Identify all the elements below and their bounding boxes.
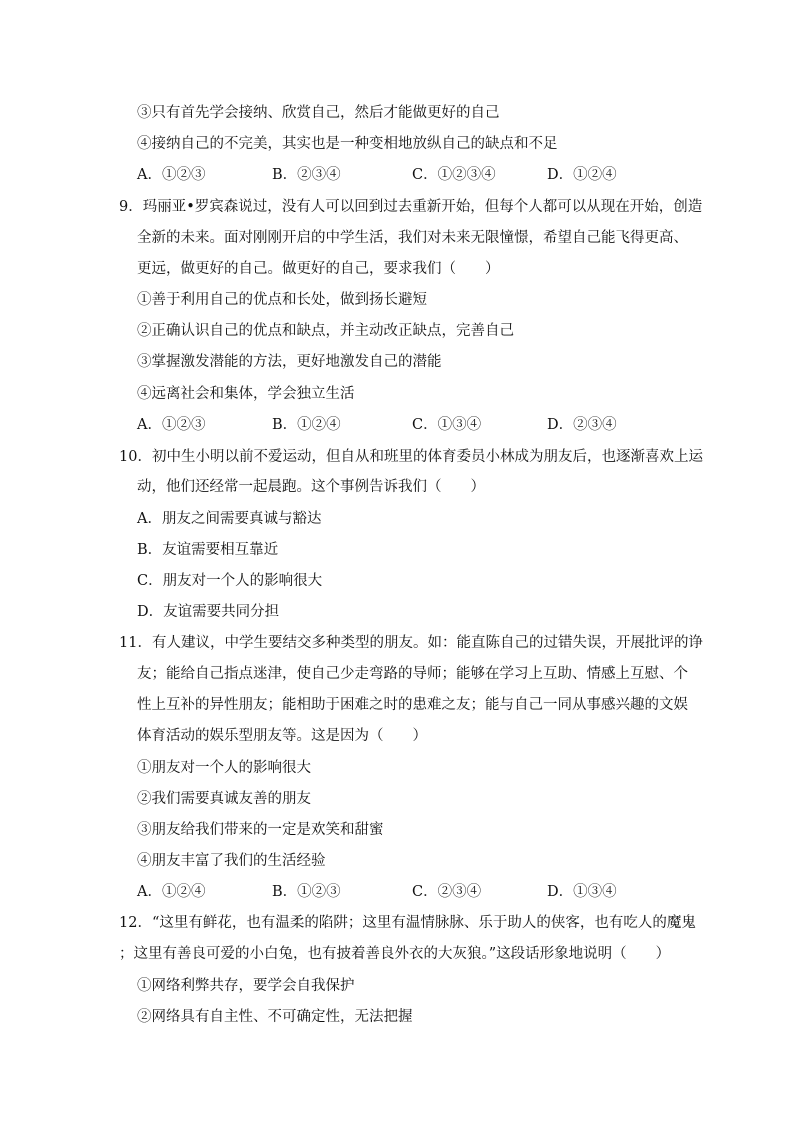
option-c[interactable]: C．①③④ bbox=[412, 417, 482, 433]
q12-item-1: ①网络利弊共存，要学会自我保护 bbox=[137, 978, 355, 994]
option-a[interactable]: A．①②③ bbox=[137, 167, 206, 183]
option-c[interactable]: C．①②③④ bbox=[412, 167, 496, 183]
q9-item-2: ②正确认识自己的优点和缺点，并主动改正缺点，完善自己 bbox=[137, 323, 514, 339]
q11-stem-line-1: 11．有人建议，中学生要结交多种类型的朋友。如：能直陈自己的过错失误，开展批评的诤 bbox=[119, 635, 703, 651]
option-d[interactable]: D．②③④ bbox=[547, 417, 617, 433]
q9-stem-line-2: 全新的未来。面对刚刚开启的中学生活，我们对未来无限憧憬，希望自己能飞得更高、 bbox=[137, 230, 688, 246]
q10-choice-b[interactable]: B．友谊需要相互靠近 bbox=[137, 542, 279, 558]
q10-stem-line-1: 10．初中生小明以前不爱运动，但自从和班里的体育委员小林成为朋友后，也逐渐喜欢上运 bbox=[119, 449, 703, 465]
q11-stem-line-3: 性上互补的异性朋友；能相助于困难之时的患难之友；能与自己一同从事感兴趣的文娱 bbox=[137, 697, 688, 713]
q10-choice-c[interactable]: C．朋友对一个人的影响很大 bbox=[137, 573, 323, 589]
option-a[interactable]: A．①②④ bbox=[137, 884, 206, 900]
q8-item-3: ③只有首先学会接纳、欣赏自己，然后才能做更好的自己 bbox=[137, 105, 500, 121]
q12-item-2: ②网络具有自主性、不可确定性，无法把握 bbox=[137, 1009, 413, 1025]
q11-stem-line-4: 体育活动的娱乐型朋友等。这是因为（ ） bbox=[137, 728, 427, 744]
q9-stem-line-3: 更远，做更好的自己。做更好的自己，要求我们（ ） bbox=[137, 261, 500, 277]
q9-item-1: ①善于利用自己的优点和长处，做到扬长避短 bbox=[137, 292, 427, 308]
q11-item-1: ①朋友对一个人的影响很大 bbox=[137, 760, 311, 776]
q11-options bbox=[137, 882, 657, 902]
q11-item-2: ②我们需要真诚友善的朋友 bbox=[137, 791, 311, 807]
option-d[interactable]: D．①③④ bbox=[547, 884, 617, 900]
q11-item-4: ④朋友丰富了我们的生活经验 bbox=[137, 853, 326, 869]
option-b[interactable]: B．①②③ bbox=[272, 884, 341, 900]
q10-choice-a[interactable]: A．朋友之间需要真诚与豁达 bbox=[137, 511, 322, 527]
option-c[interactable]: C．②③④ bbox=[412, 884, 482, 900]
q10-stem-line-2: 动，他们还经常一起晨跑。这个事例告诉我们（ ） bbox=[137, 479, 485, 495]
option-d[interactable]: D．①②④ bbox=[547, 167, 617, 183]
q8-options bbox=[137, 165, 657, 185]
q11-stem-line-2: 友；能给自己指点迷津，使自己少走弯路的导师；能够在学习上互助、情感上互慰、个 bbox=[137, 666, 688, 682]
q12-stem-line-2: ；这里有善良可爱的小白兔，也有披着善良外衣的大灰狼。”这段话形象地说明（ ） bbox=[119, 946, 671, 962]
q9-stem-line-1: 9．玛丽亚•罗宾森说过，没有人可以回到过去重新开始，但每个人都可以从现在开始，创造 bbox=[119, 199, 703, 215]
option-b[interactable]: B．②③④ bbox=[272, 167, 341, 183]
q9-options bbox=[137, 415, 657, 435]
option-b[interactable]: B．①②④ bbox=[272, 417, 341, 433]
q8-item-4: ④接纳自己的不完美，其实也是一种变相地放纵自己的缺点和不足 bbox=[137, 136, 558, 152]
q11-item-3: ③朋友给我们带来的一定是欢笑和甜蜜 bbox=[137, 822, 384, 838]
q9-item-3: ③掌握激发潜能的方法，更好地激发自己的潜能 bbox=[137, 354, 442, 370]
q9-item-4: ④远离社会和集体，学会独立生活 bbox=[137, 386, 355, 402]
option-a[interactable]: A．①②③ bbox=[137, 417, 206, 433]
q10-choice-d[interactable]: D．友谊需要共同分担 bbox=[137, 604, 280, 620]
q12-stem-line-1: 12．“这里有鲜花，也有温柔的陷阱；这里有温情脉脉、乐于助人的侠客，也有吃人的魔鬼 bbox=[119, 915, 696, 931]
